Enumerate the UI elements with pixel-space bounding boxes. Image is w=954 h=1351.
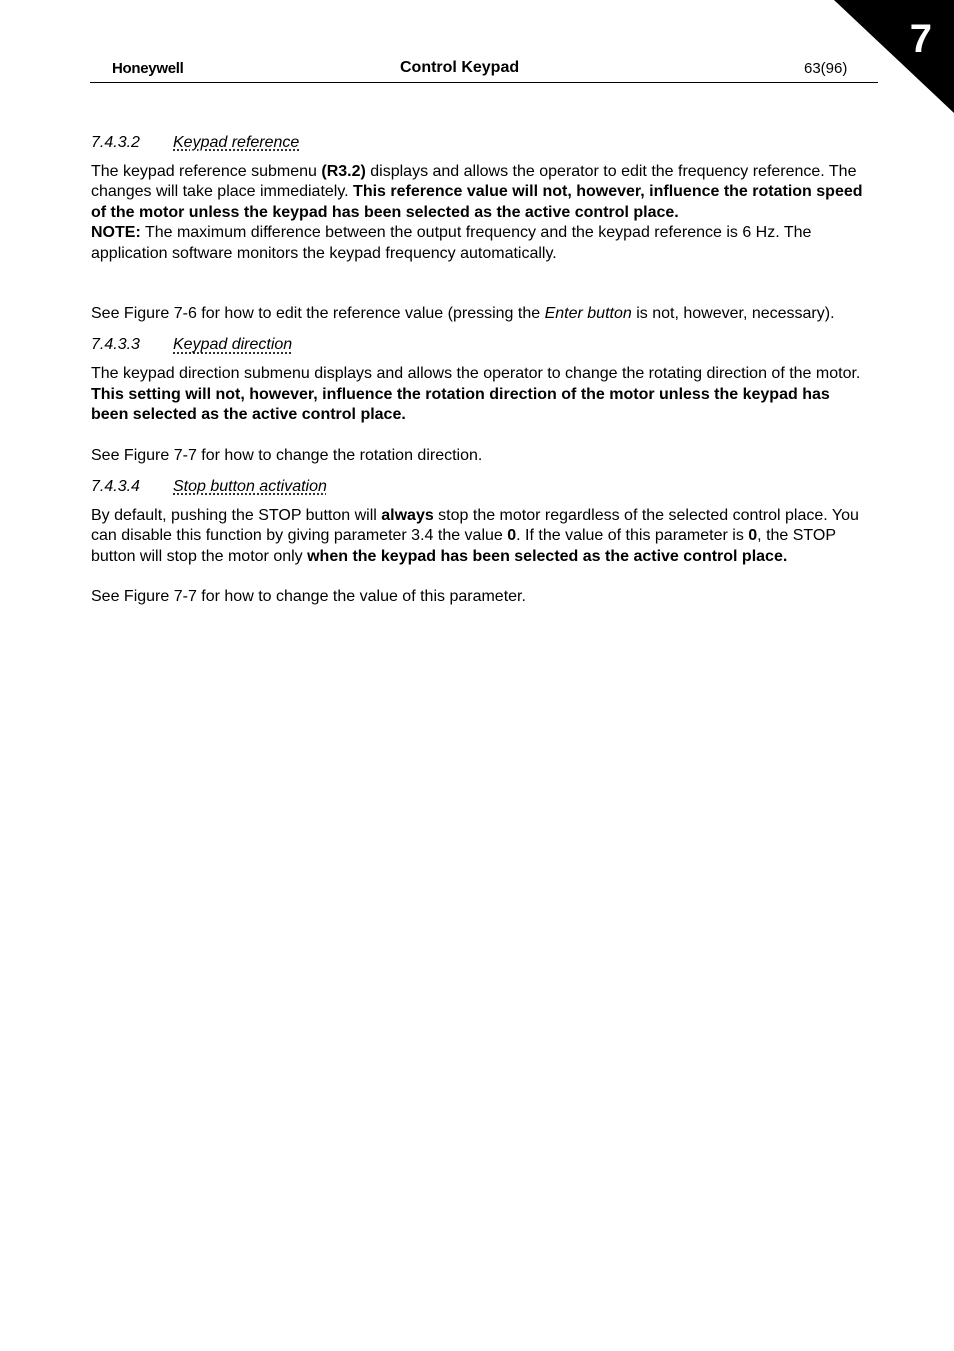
text-run: , the STOP button will stop the motor only bbox=[91, 527, 836, 565]
paragraph bbox=[91, 364, 871, 425]
text-run: By default, pushing the STOP button will bbox=[91, 507, 382, 525]
section-title: Keypad reference bbox=[173, 134, 300, 151]
section-number: 7.4.3.4 bbox=[91, 478, 140, 496]
page-header bbox=[90, 58, 878, 83]
section-title: Keypad direction bbox=[173, 336, 293, 354]
brand-logo: Honeywell bbox=[112, 60, 184, 77]
section-heading bbox=[91, 476, 871, 498]
page-number: 63(96) bbox=[804, 60, 848, 77]
chapter-number: 7 bbox=[909, 17, 932, 61]
text-run: is not, however, necessary). bbox=[631, 305, 835, 323]
note-label: NOTE: bbox=[91, 224, 141, 242]
text-run: The keypad reference submenu bbox=[91, 163, 322, 180]
bold-text: This setting will not, however, influence the rotation direction of the motor unless the keypad has been selected as the active control place. bbox=[91, 385, 830, 424]
page-title: Control Keypad bbox=[400, 59, 520, 76]
text-run: See Figure 7-6 for how to edit the reference value (pressing the bbox=[91, 305, 545, 323]
bold-text: 0 bbox=[748, 527, 758, 545]
text-run: The maximum difference between the output frequency and the keypad reference is 6 Hz. The application software monitors the keypad frequency automatically. bbox=[91, 224, 812, 262]
text-run: displays and allows the operator to edit the frequency reference. The changes will take place immediately. bbox=[91, 163, 857, 201]
section-heading bbox=[91, 132, 871, 154]
text-run: The keypad direction submenu displays and allows the operator to change the rotating direction of the motor. bbox=[91, 365, 861, 383]
bold-text: 0 bbox=[507, 527, 517, 545]
bold-text: (R3.2) bbox=[321, 163, 366, 180]
section-number: 7.4.3.2 bbox=[91, 134, 140, 151]
italic-text: Enter button bbox=[544, 305, 632, 323]
paragraph: See Figure 7-7 for how to change the value of this parameter. bbox=[91, 588, 526, 606]
section-heading bbox=[91, 334, 871, 356]
text-run: stop the motor regardless of the selected control place. You can disable this function by giving parameter 3.4 the value bbox=[91, 507, 859, 545]
bold-text: This reference value will not, however, influence the rotation speed of the motor unless the keypad has been selected as the active control place. bbox=[91, 183, 863, 221]
section-number: 7.4.3.3 bbox=[91, 336, 140, 354]
paragraph bbox=[91, 304, 871, 324]
note-paragraph bbox=[91, 223, 871, 264]
section-title: Stop button activation bbox=[173, 478, 327, 496]
text-run: . If the value of this parameter is bbox=[516, 527, 749, 545]
chapter-corner-tab bbox=[834, 0, 954, 113]
bold-text: when the keypad has been selected as the active control place. bbox=[307, 547, 788, 565]
paragraph: See Figure 7-7 for how to change the rotation direction. bbox=[91, 446, 483, 464]
page-content bbox=[91, 132, 871, 608]
paragraph bbox=[91, 162, 871, 223]
bold-text: always bbox=[381, 507, 434, 525]
paragraph bbox=[91, 506, 871, 567]
